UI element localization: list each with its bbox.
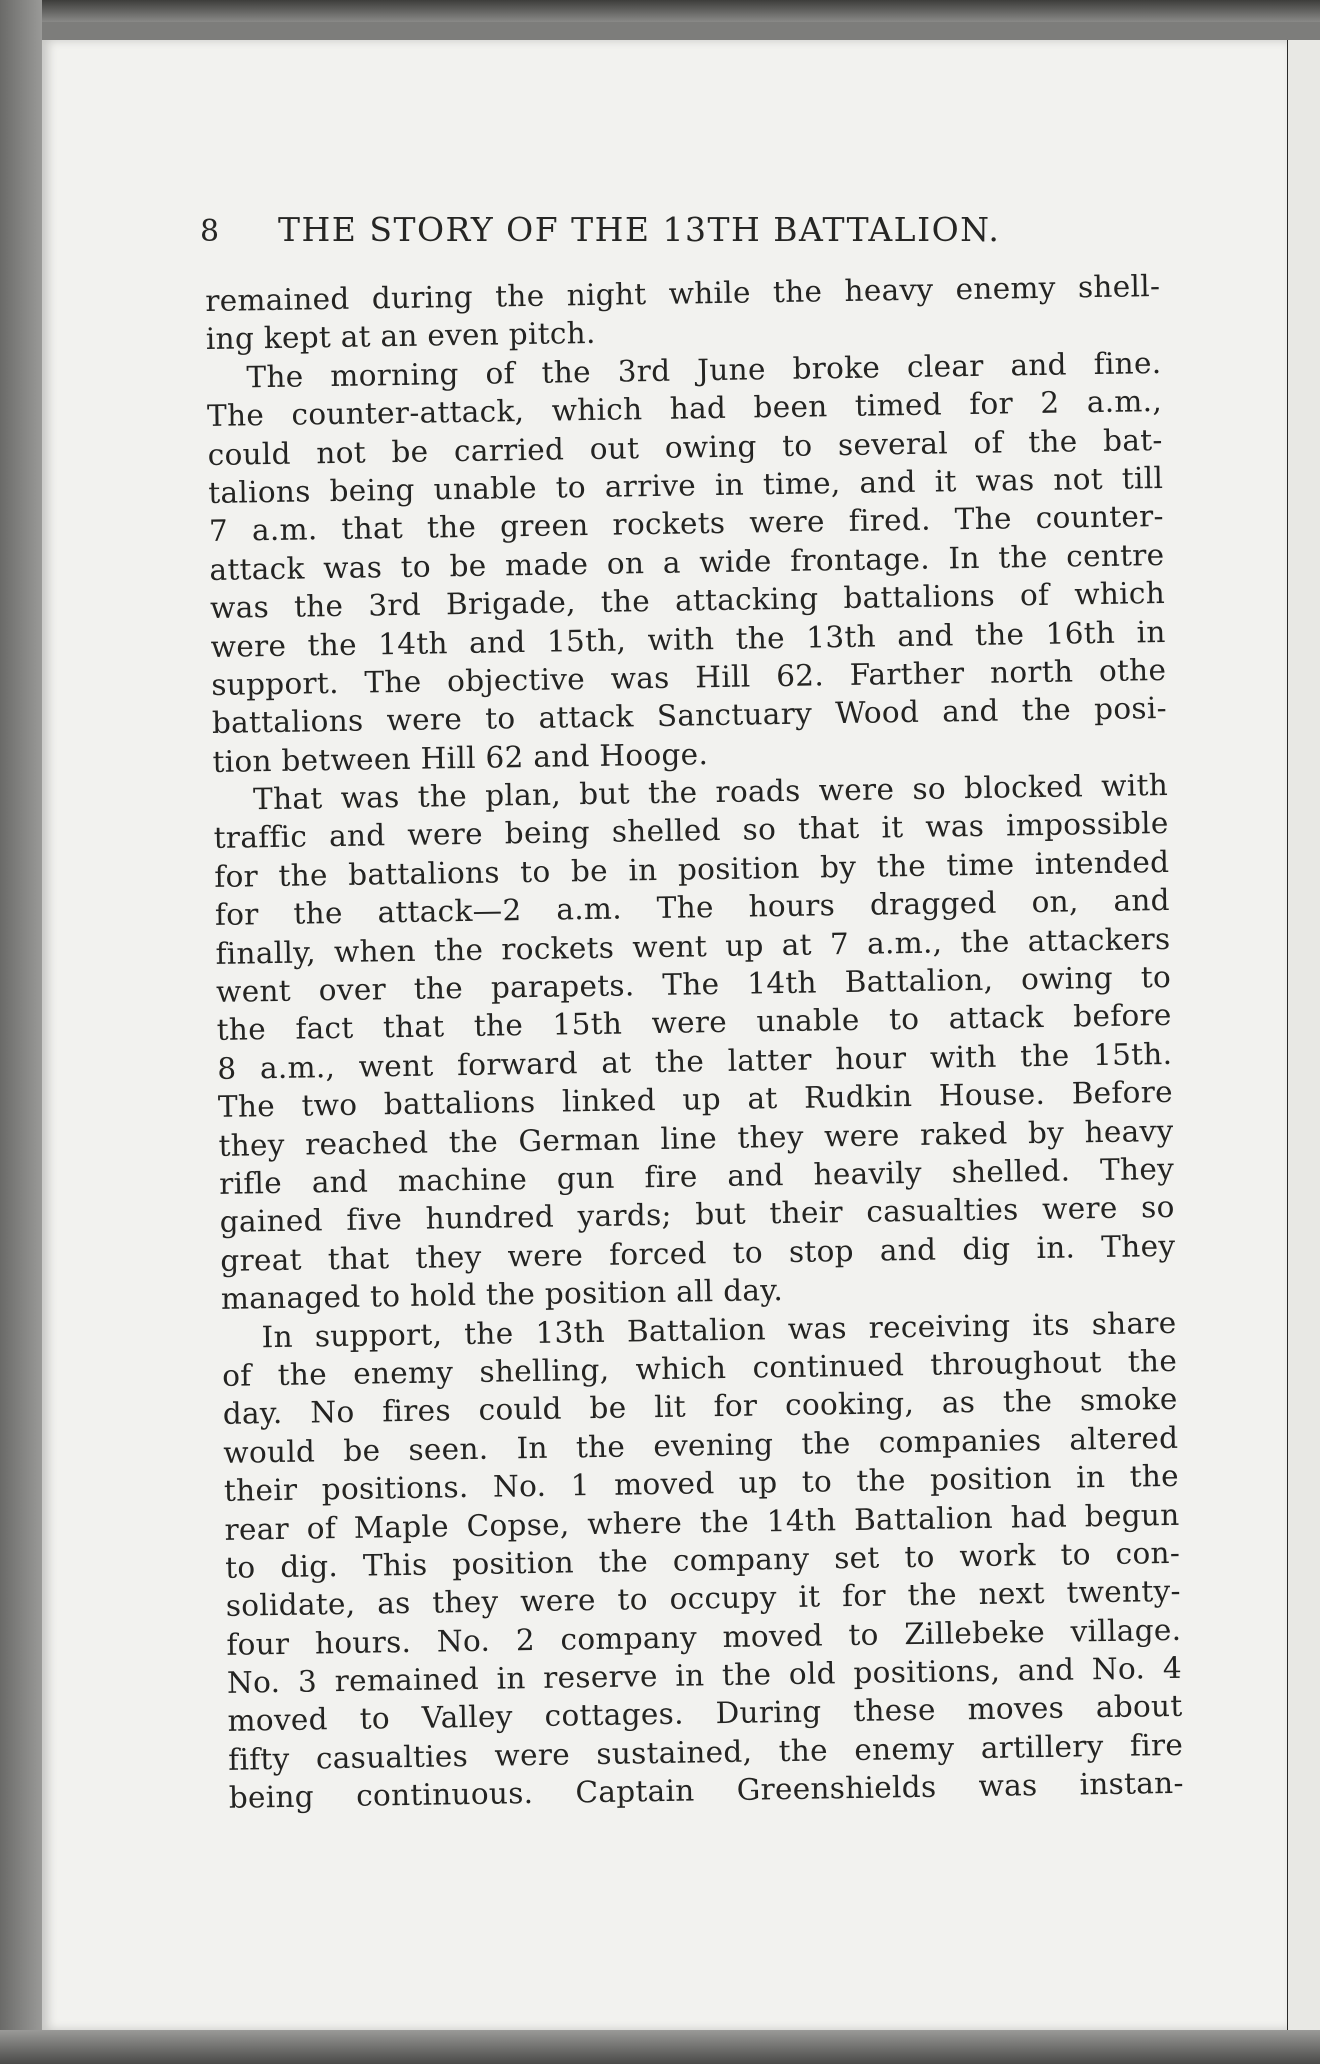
text-line: for the attack—2 a.m. The hours dragged on, and [214,883,1171,933]
text-line: battalions were to attack Sanctuary Wood and the posi- [211,691,1168,741]
text-line: traffic and were being shelled so that it was impossible [213,806,1169,856]
text-line: solidate, as they were to occupy it for the next twenty- [225,1574,1181,1624]
scan-border-bottom [0,2030,1320,2064]
page-number: 8 [200,214,221,249]
text-line: attack was to be made on a wide frontage. In the centre [209,537,1165,587]
text-line: went over the parapets. The 14th Battalion, owing to [215,959,1172,1009]
text-line: they reached the German line they were raked by heavy [218,1113,1174,1163]
running-head-title: THE STORY OF THE 13TH BATTALION. [278,210,1001,249]
text-line: gained five hundred yards; but their casualties were so [219,1190,1175,1240]
text-line: fifty casualties were sustained, the enemy artillery fire [227,1727,1184,1777]
text-line: That was the plan, but the roads were so blocked with [252,768,1169,817]
text-line: rear of Maple Copse, where the 14th Battalion had begun [224,1497,1180,1547]
text-line: finally, when the rockets went up at 7 a.m., the attackers [215,921,1171,971]
text-line: The morning of the 3rd June broke clear and fine. [246,345,1162,395]
text-line: 7 a.m. that the green rockets were fired. The counter- [208,499,1165,549]
text-line: for the battalions to be in position by the time intended [214,844,1170,894]
scan-border-left [0,0,42,2064]
text-line: great that they were forced to stop and dig in. They [220,1228,1176,1278]
text-line: were the 14th and 15th, with the 13th and the 16th in [210,614,1166,664]
text-line: to dig. This position the company set to work to con- [224,1535,1181,1585]
text-line: the fact that the 15th were unable to attack before [216,998,1172,1048]
text-line: managed to hold the position all day. [220,1273,784,1317]
running-head [200,210,1080,260]
text-line: 8 a.m., went forward at the latter hour with the 15th. [217,1036,1173,1086]
text-line: tion between Hill 62 and Hooge. [212,736,709,779]
text-line: The counter-attack, which had been timed for 2 a.m., [206,384,1163,434]
text-line: could not be carried out owing to several of the bat- [207,422,1163,472]
text-line: of the enemy shelling, which continued throughout the [221,1343,1178,1393]
body-text [205,267,1184,1817]
text-line: remained during the night while the heavy enemy shell- [205,268,1161,318]
facing-page-edge [1288,40,1320,2030]
scan-border-top [0,0,1320,22]
text-line: being continuous. Captain Greenshields was instan- [228,1766,1184,1816]
text-line: No. 3 remained in reserve in the old positions, and No. 4 [226,1650,1183,1700]
text-line: their positions. No. 1 moved up to the position in the [223,1458,1180,1508]
text-line: moved to Valley cottages. During these moves about [227,1689,1183,1739]
text-line: would be seen. In the evening the companies altered [223,1420,1179,1470]
text-line: In support, the 13th Battalion was receiving its share [261,1305,1177,1354]
text-line: was the 3rd Brigade, the attacking battalions of which [209,576,1166,626]
text-line: talions being unable to arrive in time, and it was not till [208,460,1164,510]
text-line: day. No fires could be lit for cooking, as the smoke [222,1382,1178,1432]
text-line: rifle and machine gun fire and heavily shelled. They [218,1151,1175,1201]
text-line: ing kept at an even pitch. [205,316,596,357]
text-line: four hours. No. 2 company moved to Zillebeke village. [226,1612,1182,1662]
text-line: The two battalions linked up at Rudkin House. Before [217,1075,1174,1125]
text-line: support. The objective was Hill 62. Farther north othe [211,652,1167,702]
